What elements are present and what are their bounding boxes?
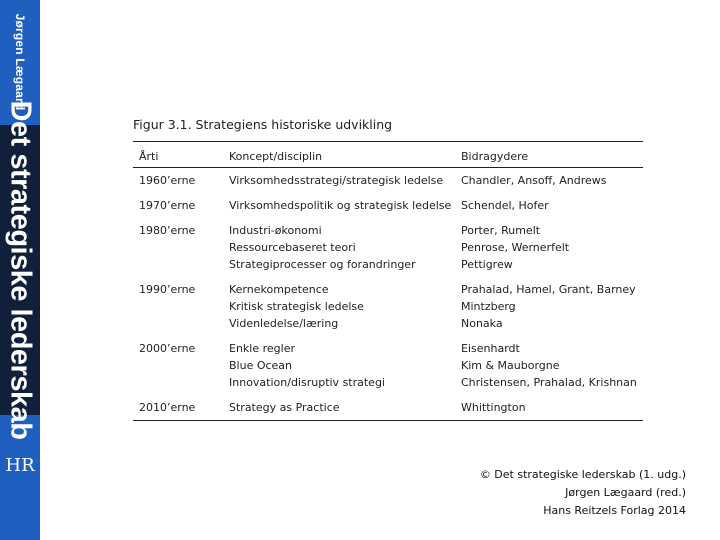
cell-contributors [455,277,643,336]
cell-concepts [223,218,455,277]
title-band [0,100,40,440]
cell-year: 2000’erne [139,342,196,355]
cell-contributors [455,336,643,395]
table-row [133,218,643,277]
cell-contributors [455,193,643,218]
cell-concepts [223,336,455,395]
contributor-item: Nonaka [461,317,503,330]
concept-item: Virksomhedspolitik og strategisk ledelse [229,199,452,212]
cell-year: 1970’erne [139,199,196,212]
table-row [133,336,643,395]
concept-item: Virksomhedsstrategi/strategisk ledelse [229,174,444,187]
contributor-item: Mintzberg [461,300,516,313]
cell-concepts [223,193,455,218]
contributor-item: Whittington [461,401,526,414]
figure-title: Figur 3.1. Strategiens historiske udvikling [133,117,393,132]
header-concept: Koncept/disciplin [223,142,455,168]
copyright-line-1: © Det strategiske lederskab (1. udg.) [479,468,686,481]
contributor-item: Chandler, Ansoff, Andrews [461,174,607,187]
book-title: Det strategiske lederskab [4,100,37,440]
contributor-item: Schendel, Hofer [461,199,549,212]
table-row [133,168,643,194]
contributor-item: Penrose, Wernerfelt [461,241,570,254]
contributor-item: Pettigrew [461,258,513,271]
cell-contributors [455,218,643,277]
contributor-item: Eisenhardt [461,342,520,355]
copyright-line-2: Jørgen Lægaard (red.) [565,486,686,499]
concept-item: Innovation/disruptiv strategi [229,376,385,389]
cell-year: 1980’erne [139,224,196,237]
book-spine [0,0,40,540]
cell-contributors [455,395,643,421]
contributor-item: Prahalad, Hamel, Grant, Barney [461,283,636,296]
cell-year: 2010’erne [133,395,223,421]
contributor-item: Kim & Mauborgne [461,359,560,372]
concept-item: Strategiprocesser og forandringer [229,258,416,271]
cell-concepts [223,277,455,336]
concept-item: Blue Ocean [229,359,293,372]
table-row [133,277,643,336]
concept-item: Industri-økonomi [229,224,322,237]
concept-item: Ressourcebaseret teori [229,241,356,254]
header-contributors: Bidragydere [455,142,643,168]
concept-item: Videnledelse/læring [229,317,339,330]
table-header-row [133,142,643,168]
cell-year: 1960’erne [139,174,196,187]
header-year: Årti [133,142,223,168]
strategy-history-table [133,141,643,421]
table-row [133,395,643,421]
cell-concepts [223,168,455,194]
contributor-item: Christensen, Prahalad, Krishnan [461,376,637,389]
copyright-line-3: Hans Reitzels Forlag 2014 [543,504,686,517]
concept-item: Kernekompetence [229,283,329,296]
author-name: Jørgen Lægaard [13,13,27,111]
cell-year: 1990’erne [139,283,196,296]
concept-item: Kritisk strategisk ledelse [229,300,364,313]
table-row [133,193,643,218]
copyright-notice [480,466,686,520]
concept-item: Enkle regler [229,342,295,355]
cell-concepts [223,395,455,421]
publisher-logo: HR [5,455,35,476]
cell-contributors [455,168,643,194]
concept-item: Strategy as Practice [229,401,340,414]
table-body [133,168,643,421]
contributor-item: Porter, Rumelt [461,224,541,237]
